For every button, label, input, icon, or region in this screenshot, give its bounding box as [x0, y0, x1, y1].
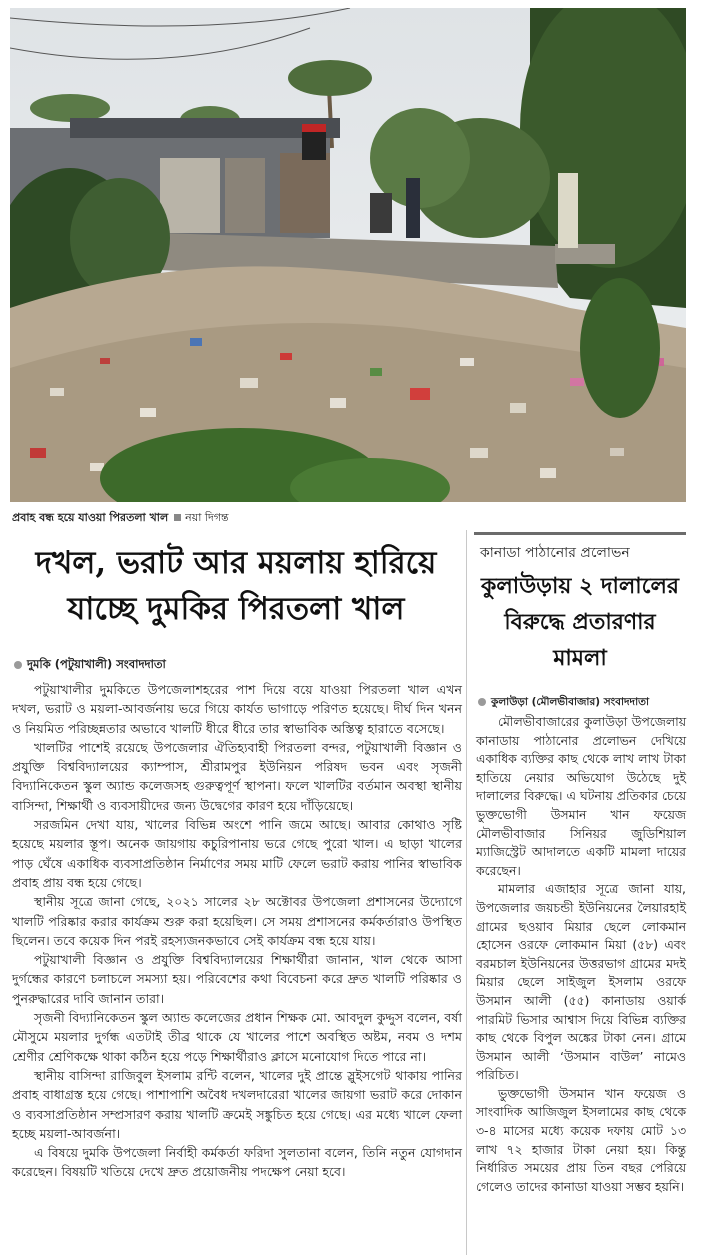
main-headline	[10, 540, 462, 632]
side-paragraph-3: ভুক্তভোগী উসমান খান ফয়েজ ও সাংবাদিক আজিজুল ইসলামের কাছ থেকে ৩-৪ মাসের মধ্যে কয়েক দফায় মোট ১৩ লাখ ৭২ হাজার টাকা নেয়া হয়। কিন্তু নির্ধারিত সময়ের প্রায় তিন বছর পেরিয়ে গেলেও তাদের কানাডা যাওয়া সম্ভব হয়নি।	[476, 1085, 686, 1194]
photo-caption	[12, 509, 229, 528]
side-article-body	[476, 713, 686, 1196]
bullet-icon	[478, 698, 486, 706]
side-paragraph-1: মৌলভীবাজারের কুলাউড়া উপজেলায় কানাডায় পাঠানোর প্রলোভন দেখিয়ে একাধিক ব্যক্তির কাছ থেকে লাখ লাখ টাকা হাতিয়ে নেয়ার অভিযোগ উঠেছে দুই দালালের বিরুদ্ধে। এ ঘটনায় প্রতিকার চেয়ে ভুক্তভোগী উসমান খান ফয়েজ মৌলভীবাজার সিনিয়র জুডিশিয়াল ম্যাজিস্ট্রেট আদালতে একটি মামলা দায়ের করেছেন।	[476, 714, 686, 878]
main-paragraph-2: খালটির পাশেই রয়েছে উপজেলার ঐতিহ্যবাহী পিরতলা বন্দর, পটুয়াখালী বিজ্ঞান ও প্রযুক্তি বিশ্ববিদ্যালয়ের ক্যাম্পাস, শ্রীরামপুর ইউনিয়ন পরিষদ ভবন এবং সৃজনী বিদ্যানিকেতন স্কুল অ্যান্ড কলেজসহ গুরুত্বপূর্ণ স্থাপনা। ফলে খালটির বর্তমান অবস্থা স্থানীয় বাসিন্দা, শিক্ষার্থী ও ব্যবসায়ীদের জন্য উদ্বেগের কারণ হয়ে দাঁড়িয়েছে।	[12, 739, 462, 813]
news-photo	[10, 8, 686, 502]
side-byline-text: কুলাউড়া (মৌলভীবাজার) সংবাদদাতা	[491, 696, 650, 708]
caption-text: প্রবাহ বন্ধ হয়ে যাওয়া পিরতলা খাল	[12, 511, 169, 524]
main-byline-text: দুমকি (পটুয়াখালী) সংবাদদাতা	[27, 657, 166, 671]
canal-garbage-image	[10, 8, 686, 502]
main-paragraph-6: সৃজনী বিদ্যানিকেতন স্কুল অ্যান্ড কলেজের প্রধান শিক্ষক মো. আবদুল কুদ্দুস বলেন, বর্ষা মৌসুমে ময়লার দুর্গন্ধ এতটাই তীব্র থাকে যে খালের পাশে অবস্থিত অষ্টম, নবম ও দশম শ্রেণীর শ্রেণিকক্ষে থাকা কঠিন হয়ে পড়ে শিক্ষার্থীরাও ক্লাসে মনোযোগ দিতে পারে না।	[12, 1010, 462, 1064]
main-paragraph-8: এ বিষয়ে দুমকি উপজেলা নির্বাহী কর্মকর্তা ফরিদা সুলতানা বলেন, তিনি নতুন যোগদান করেছেন। বিষয়টি খতিয়ে দেখে দ্রুত প্রয়োজনীয় পদক্ষেপ নেয়া হবে।	[12, 1145, 462, 1180]
caption-separator-square	[174, 514, 181, 521]
main-byline	[14, 656, 166, 675]
main-paragraph-3: সরজমিন দেখা যায়, খালের বিভিন্ন অংশে পানি জমে আছে। আবার কোথাও সৃষ্টি হয়েছে ময়লার স্তূপ। অনেক জায়গায় কচুরিপানায় ভরে গেছে পুরো খাল। এ ছাড়া খালের পাড় ঘেঁষে একাধিক ব্যবসাপ্রতিষ্ঠান নির্মাণের সময় মাটি ফেলে ভরাট করায় পানির স্বাভাবিক প্রবাহ প্রায় বন্ধ হয়ে গেছে।	[12, 817, 462, 890]
side-byline	[478, 695, 649, 712]
side-story-top-rule	[474, 532, 686, 535]
main-headline-line1: দখল, ভরাট আর ময়লায় হারিয়ে	[35, 545, 437, 581]
main-paragraph-4: স্থানীয় সূত্রে জানা গেছে, ২০২১ সালের ২৮ অক্টোবর উপজেলা প্রশাসনের উদ্যোগে খালটি পরিষ্কার করার কার্যক্রম শুরু করা হয়েছিল। সে সময় প্রশাসনের কর্মকর্তারাও উপস্থিত ছিলেন। তবে কয়েক দিন পরই রহস্যজনকভাবে সেই কার্যক্রম বন্ধ হয়ে যায়।	[12, 894, 462, 948]
side-headline	[474, 568, 686, 676]
caption-source: নয়া দিগন্ত	[185, 511, 229, 524]
side-kicker: কানাডা পাঠানোর প্রলোভন	[480, 545, 630, 561]
side-headline-line3: মামলা	[553, 645, 607, 671]
main-paragraph-7: স্থানীয় বাসিন্দা রাজিবুল ইসলাম রন্টি বলেন, খালের দুই প্রান্তে স্লুইসগেট থাকায় পানির প্রবাহ বাধাগ্রস্ত হয়ে গেছে। পাশাপাশি অবৈধ দখলদারেরা খালের জায়গা ভরাট করে দোকান ও ব্যবসাপ্রতিষ্ঠান সম্প্রসারণ করায় খালটি ক্রমেই সঙ্কুচিত হয়ে গেছে। এর মধ্যে খালে ফেলা হচ্ছে ময়লা-আবর্জনা।	[12, 1067, 462, 1141]
main-article-body	[12, 680, 462, 1182]
main-paragraph-1: পটুয়াখালীর দুমকিতে উপজেলাশহরের পাশ দিয়ে বয়ে যাওয়া পিরতলা খাল এখন দখল, ভরাট ও ময়লা-আবর্জনায় ভরে গিয়ে কার্যত ভাগাড়ে পরিণত হয়েছে। দীর্ঘ দিন খনন ও নিয়মিত পরিচ্ছন্নতার অভাবে খালটি ধীরে ধীরে তার স্বাভাবিক অস্তিত্ব হারাতে বসেছে।	[12, 682, 462, 736]
main-headline-line2: যাচ্ছে দুমকির পিরতলা খাল	[67, 591, 405, 627]
bullet-icon	[14, 661, 22, 669]
side-headline-line2: বিরুদ্ধে প্রতারণার	[504, 609, 656, 635]
side-paragraph-2: মামলার এজাহার সূত্রে জানা যায়, উপজেলার জয়চন্ডী ইউনিয়নের লৈয়ারহাই গ্রামের ছওয়াব মিয়ার ছেলে লোকমান হোসেন ওরফে লোকমান মিয়া (৫৮) এবং বরমচাল ইউনিয়নের উত্তরভাগ গ্রামের মদই মিয়ার ছেলে সাইজুল ইসলাম ওরফে উসমান আলী (৫৫) কানাডায় ওয়ার্ক পারমিট ভিসার আশ্বাস দিয়ে বিভিন্ন ব্যক্তির কাছ থেকে বিপুল অঙ্কের টাকা নেন। গ্রামে উসমান আলী ‘উসমান বাউল’ নামেও পরিচিত।	[476, 881, 686, 1083]
column-divider	[466, 530, 467, 1255]
main-paragraph-5: পটুয়াখালী বিজ্ঞান ও প্রযুক্তি বিশ্ববিদ্যালয়ের শিক্ষার্থীরা জানান, খাল থেকে আসা দুর্গন্ধের কারণে চলাচলে সমস্যা হয়। পরিবেশের কথা বিবেচনা করে দ্রুত খালটি পরিষ্কার ও পুনরুদ্ধারের দাবি জানান তারা।	[12, 952, 462, 1006]
side-headline-line1: কুলাউড়ায় ২ দালালের	[480, 573, 679, 599]
